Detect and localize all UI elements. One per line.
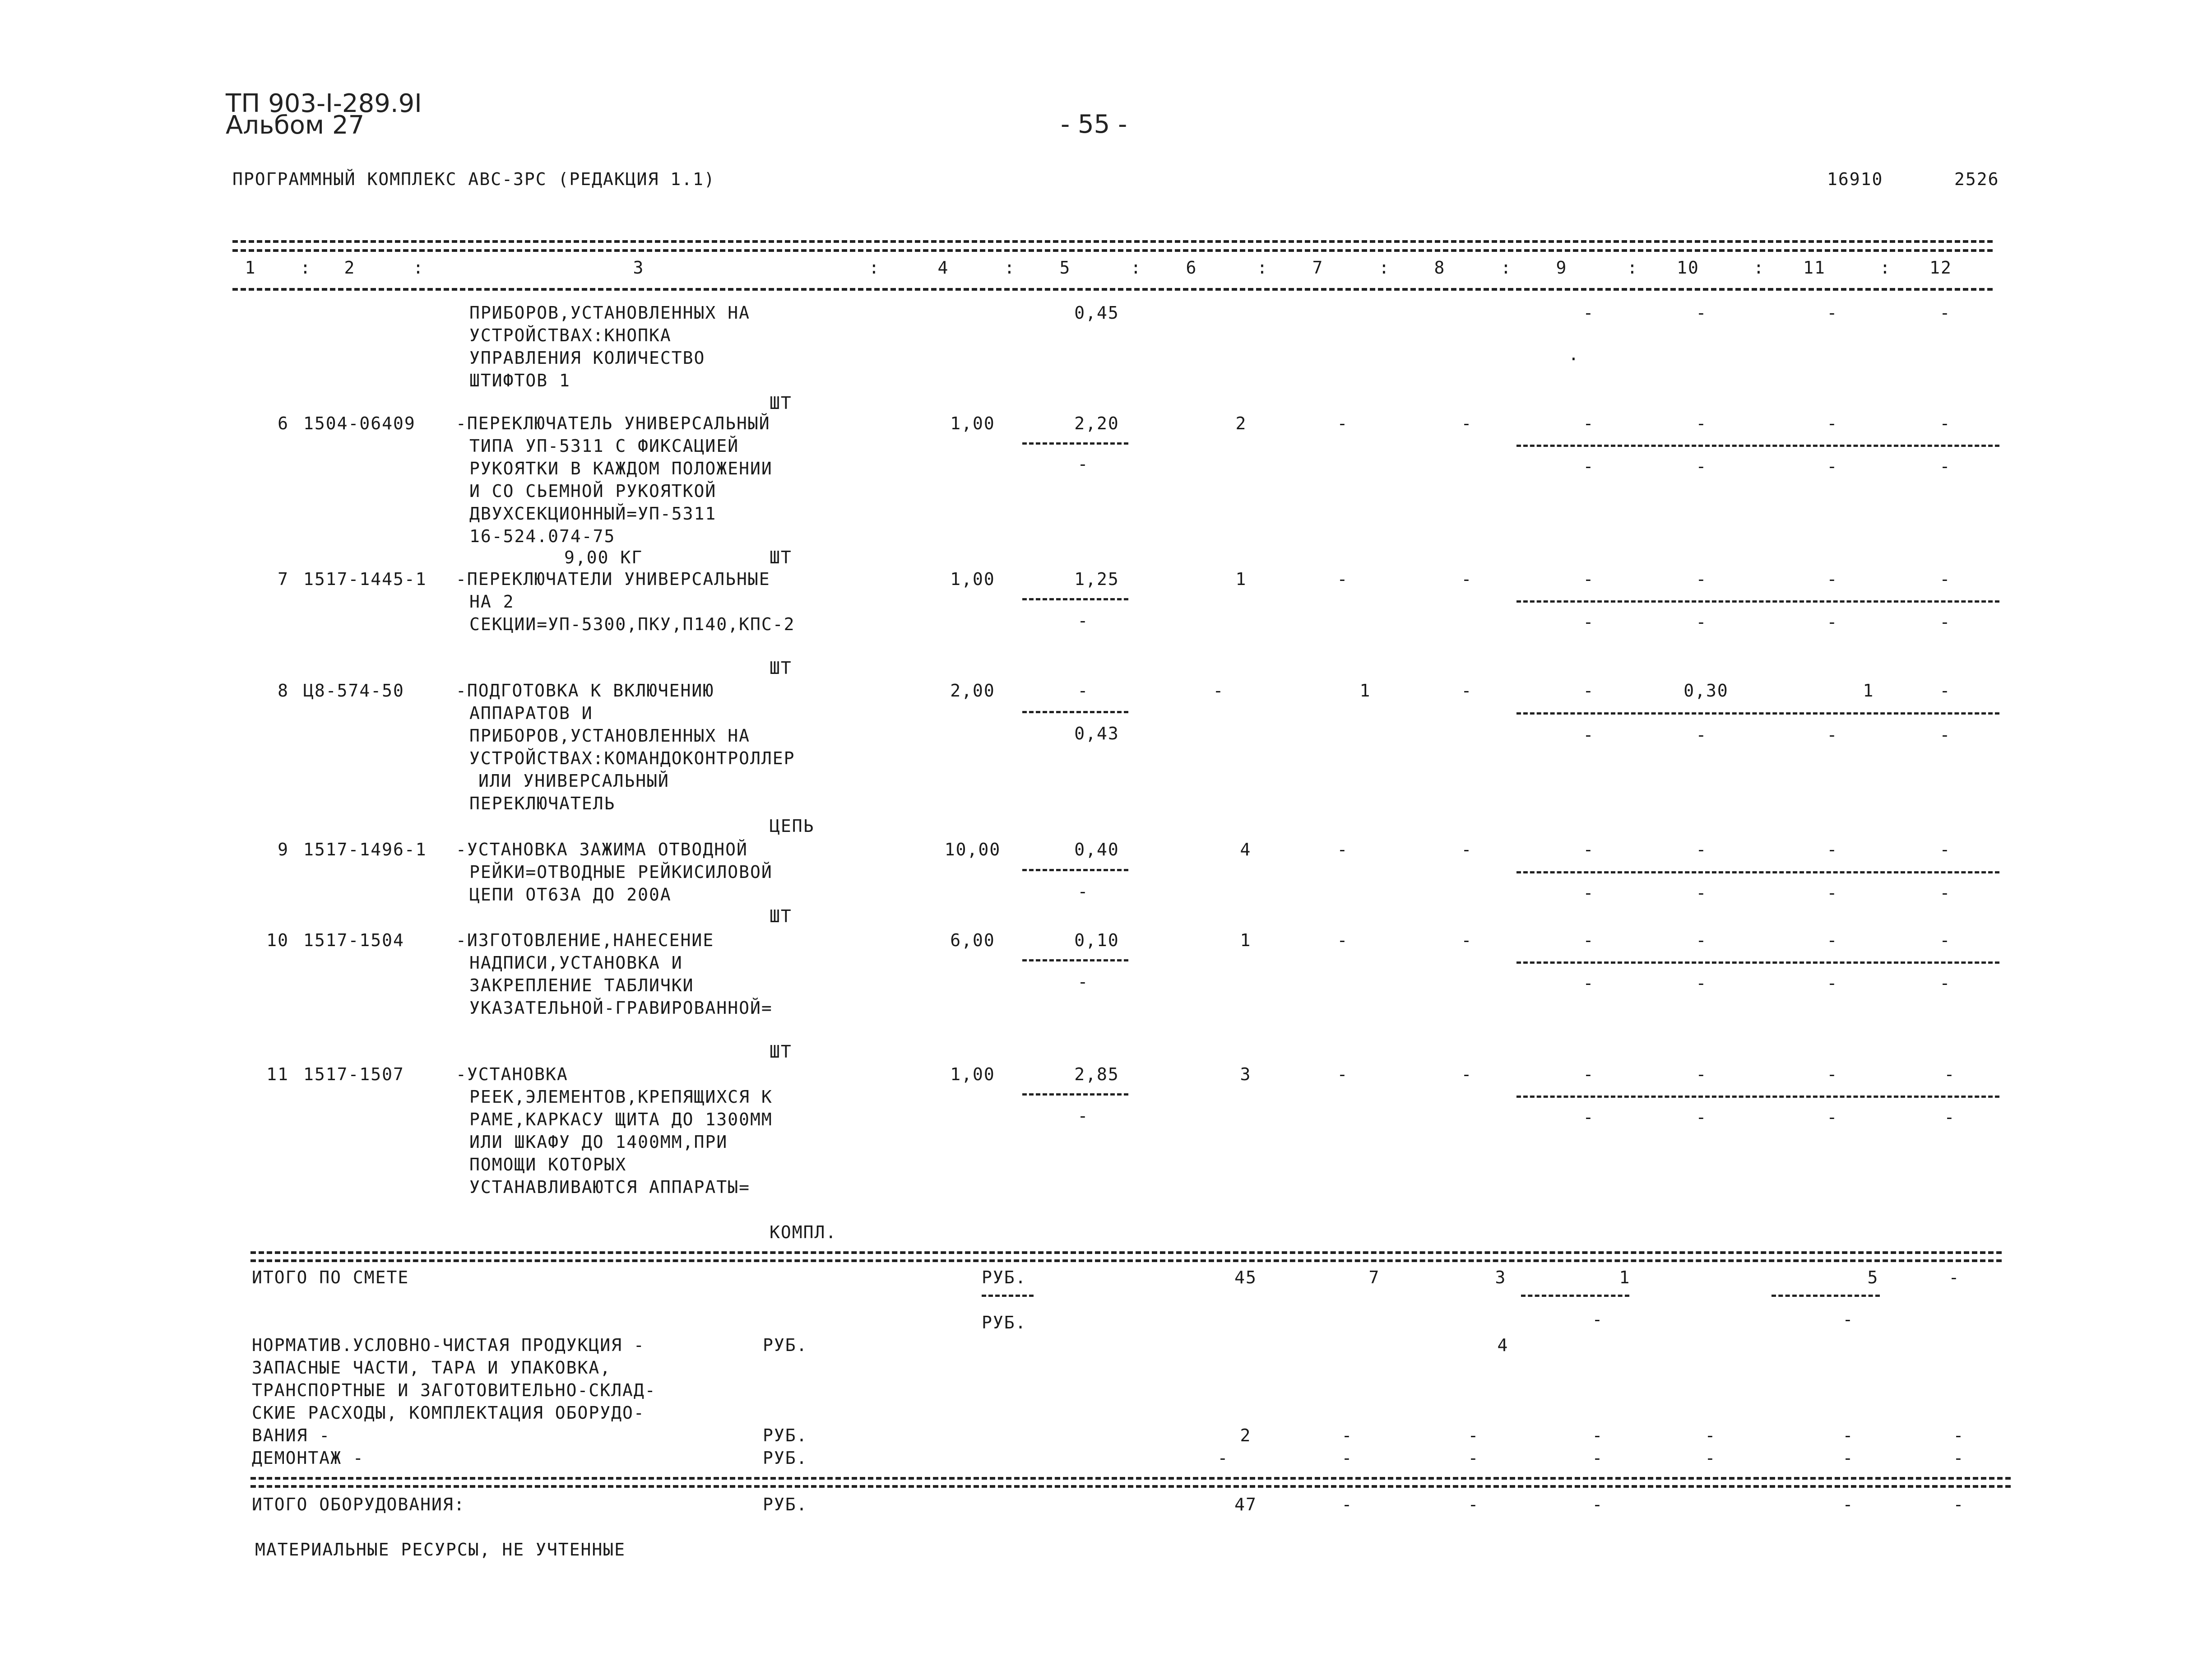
- row-sub: -: [1827, 883, 1838, 903]
- row-c6: 2: [1235, 413, 1247, 433]
- stray-dot: .: [1568, 344, 1580, 364]
- row-sub: -: [1696, 973, 1707, 993]
- norm-line: СКИЕ РАСХОДЫ, КОМПЛЕКТАЦИЯ ОБОРУДО-: [252, 1403, 645, 1423]
- row-c4: 1,00: [950, 569, 995, 589]
- cell-underline: [1022, 1093, 1128, 1096]
- row-c10: -: [1696, 1064, 1707, 1084]
- row-sub: -: [1583, 725, 1595, 745]
- page-number: - 55 -: [1061, 110, 1127, 139]
- row-c7: 1: [1359, 681, 1371, 701]
- row-c12: -: [1939, 840, 1951, 859]
- row-c12: -: [1939, 681, 1951, 701]
- row-desc-line: ЗАКРЕПЛЕНИЕ ТАБЛИЧКИ: [469, 975, 694, 995]
- equip-value: -: [1341, 1495, 1353, 1514]
- col-sep: :: [1627, 258, 1638, 278]
- row-c8: -: [1461, 413, 1473, 433]
- row-c7: -: [1337, 840, 1349, 859]
- row-c8: -: [1461, 930, 1473, 950]
- row-number: 10: [266, 930, 289, 950]
- smeta-sub9: -: [1592, 1309, 1604, 1329]
- col-header-6: 6: [1186, 258, 1197, 278]
- cell-underline: [1516, 445, 1999, 447]
- row-c5b: -: [1077, 611, 1089, 631]
- row-code: 1517-1507: [303, 1064, 404, 1084]
- row-desc-line: ПРИБОРОВ,УСТАНОВЛЕННЫХ НА: [469, 726, 750, 746]
- row-desc-line: УСТАНАВЛИВАЮТСЯ АППАРАТЫ=: [469, 1177, 750, 1197]
- row-c7: -: [1337, 569, 1349, 589]
- col-sep: :: [300, 258, 311, 278]
- row-c12: -: [1939, 413, 1951, 433]
- header-top-rule: [232, 240, 1993, 243]
- row-desc-line: -ПОДГОТОВКА К ВКЛЮЧЕНИЮ: [456, 681, 714, 701]
- row-desc-line: ИЛИ УНИВЕРСАЛЬНЫЙ: [478, 771, 669, 791]
- row-desc-line: АППАРАТОВ И: [469, 703, 593, 723]
- row-c5b: 0,43: [1074, 724, 1119, 743]
- norm-unit: РУБ.: [763, 1335, 808, 1355]
- dem-value: -: [1953, 1448, 1965, 1468]
- totals-top-rule-2: [250, 1259, 2002, 1262]
- cell-underline: [1022, 598, 1128, 600]
- smeta-c6: 45: [1234, 1268, 1257, 1287]
- row-c5b: -: [1077, 882, 1089, 901]
- zap-value: 2: [1240, 1425, 1252, 1445]
- zap-value: -: [1953, 1425, 1965, 1445]
- row-c4: 6,00: [950, 930, 995, 950]
- dem-unit: РУБ.: [763, 1448, 808, 1468]
- row-c7: -: [1337, 930, 1349, 950]
- col-header-2: 2: [344, 258, 356, 278]
- row-c5: 2,20: [1074, 413, 1119, 433]
- smeta-total-unit-2: РУБ.: [982, 1313, 1027, 1333]
- row-c12: -: [1939, 303, 1951, 323]
- row-c11: -: [1827, 569, 1838, 589]
- col-header-12: 12: [1929, 258, 1952, 278]
- row-desc-line: РУКОЯТКИ В КАЖДОМ ПОЛОЖЕНИИ: [469, 459, 773, 478]
- row-c4: 1,00: [950, 1064, 995, 1084]
- zap-value: -: [1842, 1425, 1854, 1445]
- zap-value: -: [1341, 1425, 1353, 1445]
- equip-top-rule-2: [250, 1485, 2011, 1488]
- cell-underline: [1516, 871, 1999, 873]
- norm-line: ВАНИЯ -: [252, 1425, 331, 1445]
- dem-value: -: [1217, 1448, 1229, 1468]
- row-code: 1517-1445-1: [303, 569, 427, 589]
- zap-value: -: [1592, 1425, 1604, 1445]
- col-header-11: 11: [1803, 258, 1826, 278]
- row-desc-line: РАМЕ,КАРКАСУ ЩИТА ДО 1300ММ: [469, 1110, 773, 1129]
- totals-top-rule: [250, 1251, 2002, 1254]
- col-header-9: 9: [1556, 258, 1567, 278]
- row-c5: 1,25: [1074, 569, 1119, 589]
- norm-c8: 4: [1497, 1335, 1509, 1355]
- row-desc-line: -ИЗГОТОВЛЕНИЕ,НАНЕСЕНИЕ: [456, 930, 714, 950]
- row-c5b: -: [1077, 1106, 1089, 1126]
- col-header-1: 1: [245, 258, 256, 278]
- row-desc-line: ИЛИ ШКАФУ ДО 1400ММ,ПРИ: [469, 1132, 728, 1152]
- row-c8: -: [1461, 840, 1473, 859]
- album-label: Альбом 27: [226, 111, 365, 140]
- row-c8: -: [1461, 681, 1473, 701]
- col-header-7: 7: [1312, 258, 1324, 278]
- zap-value: -: [1468, 1425, 1479, 1445]
- row-c11: -: [1827, 413, 1838, 433]
- row-unit: ШТ: [770, 906, 792, 926]
- cell-underline: [982, 1295, 1034, 1297]
- header-code-a: 16910: [1827, 169, 1883, 189]
- equip-total-unit: РУБ.: [763, 1495, 808, 1514]
- row-sub: -: [1696, 883, 1707, 903]
- col-sep: :: [1753, 258, 1765, 278]
- row-desc-line: -ПЕРЕКЛЮЧАТЕЛИ УНИВЕРСАЛЬНЫЕ: [456, 569, 770, 589]
- cell-underline: [1022, 711, 1128, 713]
- row-sub: -: [1583, 973, 1595, 993]
- row-sub: -: [1827, 456, 1838, 476]
- col-sep: :: [1131, 258, 1142, 278]
- row-number: 9: [278, 840, 289, 859]
- row-desc-line: ПРИБОРОВ,УСТАНОВЛЕННЫХ НА: [469, 303, 750, 323]
- norm-line: ЗАПАСНЫЕ ЧАСТИ, ТАРА И УПАКОВКА,: [252, 1358, 612, 1378]
- smeta-c8: 3: [1495, 1268, 1507, 1287]
- col-header-3: 3: [633, 258, 645, 278]
- row-number: 6: [278, 413, 289, 433]
- row-sub: -: [1583, 612, 1595, 632]
- smeta-c9: 1: [1619, 1268, 1631, 1287]
- row-c8: -: [1461, 569, 1473, 589]
- equip-value: 47: [1234, 1495, 1257, 1514]
- row-c10: -: [1696, 569, 1707, 589]
- row-c12: -: [1939, 569, 1951, 589]
- row-c5: 2,85: [1074, 1064, 1119, 1084]
- col-sep: :: [869, 258, 880, 278]
- row-c9: -: [1583, 930, 1595, 950]
- row-code: 1504-06409: [303, 413, 416, 433]
- dem-value: -: [1705, 1448, 1716, 1468]
- row-c11: -: [1827, 840, 1838, 859]
- cell-underline: [1022, 959, 1128, 961]
- row-desc-line: СЕКЦИИ=УП-5300,ПКУ,П140,КПС-2: [469, 614, 795, 634]
- row-c9: -: [1583, 681, 1595, 701]
- row-number: 7: [278, 569, 289, 589]
- row-sub: -: [1827, 612, 1838, 632]
- col-header-8: 8: [1434, 258, 1446, 278]
- row-c4: 2,00: [950, 681, 995, 701]
- row-desc-line: УСТРОЙСТВАХ:КОМАНДОКОНТРОЛЛЕР: [469, 748, 795, 768]
- row-c6: 1: [1235, 569, 1247, 589]
- row-desc-line: РЕЙКИ=ОТВОДНЫЕ РЕЙКИСИЛОВОЙ: [469, 862, 773, 882]
- row-desc-line: УКАЗАТЕЛЬНОЙ-ГРАВИРОВАННОЙ=: [469, 998, 773, 1018]
- cell-underline: [1516, 961, 1999, 964]
- row-c6: 1: [1240, 930, 1252, 950]
- row-desc-line: ЦЕПИ ОТ63А ДО 200А: [469, 885, 672, 905]
- row-desc-line: -ПЕРЕКЛЮЧАТЕЛЬ УНИВЕРСАЛЬНЫЙ: [456, 413, 770, 433]
- col-header-5: 5: [1059, 258, 1071, 278]
- smeta-sub11: -: [1842, 1309, 1854, 1329]
- tp-code: ТП 903-I-289.9I: [226, 89, 422, 118]
- dem-value: -: [1341, 1448, 1353, 1468]
- row-sub: -: [1583, 883, 1595, 903]
- row-unit: ШТ: [770, 548, 792, 567]
- smeta-total-label: ИТОГО ПО СМЕТЕ: [252, 1268, 409, 1287]
- row-sub: -: [1583, 456, 1595, 476]
- row-c9: -: [1583, 840, 1595, 859]
- row-sub: -: [1939, 973, 1951, 993]
- row-sub: -: [1696, 725, 1707, 745]
- row-unit: ШТ: [770, 393, 792, 413]
- row-c4: 1,00: [950, 413, 995, 433]
- row-sub: -: [1696, 1107, 1707, 1127]
- row-sub: -: [1696, 456, 1707, 476]
- cell-underline: [1516, 600, 1999, 603]
- row-desc-line: 16-524.074-75: [469, 526, 616, 546]
- row-unit: ШТ: [770, 658, 792, 678]
- row-c11: -: [1827, 930, 1838, 950]
- col-sep: :: [413, 258, 424, 278]
- program-title: ПРОГРАММНЫЙ КОМПЛЕКС АВС-3РС (РЕДАКЦИЯ 1.1): [232, 169, 715, 189]
- norm-line: ДЕМОНТАЖ -: [252, 1448, 364, 1468]
- smeta-c12: -: [1948, 1268, 1960, 1287]
- row-desc-line: -УСТАНОВКА ЗАЖИМА ОТВОДНОЙ: [456, 840, 748, 859]
- row-code: 1517-1496-1: [303, 840, 427, 859]
- row-c6: 4: [1240, 840, 1252, 859]
- norm-line: ТРАНСПОРТНЫЕ И ЗАГОТОВИТЕЛЬНО-СКЛАД-: [252, 1380, 656, 1400]
- row-c10: 0,30: [1683, 681, 1729, 701]
- row-c5: -: [1077, 681, 1089, 701]
- row-code: Ц8-574-50: [303, 681, 404, 701]
- row-desc-line: ШТИФТОВ 1: [469, 371, 570, 390]
- row-desc-line: ПОМОЩИ КОТОРЫХ: [469, 1155, 627, 1175]
- col-sep: :: [1257, 258, 1268, 278]
- equip-top-rule: [250, 1477, 2011, 1480]
- col-header-10: 10: [1677, 258, 1699, 278]
- header-bottom-rule: [232, 288, 1993, 291]
- row-desc-line: ДВУХСЕКЦИОННЫЙ=УП-5311: [469, 504, 717, 524]
- row-sub: -: [1939, 883, 1951, 903]
- zap-value: -: [1705, 1425, 1716, 1445]
- row-c9: -: [1583, 569, 1595, 589]
- col-sep: :: [1880, 258, 1891, 278]
- equip-total-label: ИТОГО ОБОРУДОВАНИЯ:: [252, 1495, 465, 1514]
- row-sub: -: [1944, 1107, 1956, 1127]
- cell-underline: [1516, 712, 1999, 715]
- equip-value: -: [1953, 1495, 1965, 1514]
- header-code-b: 2526: [1954, 169, 1999, 189]
- row-c9: -: [1583, 413, 1595, 433]
- row-desc-line: УПРАВЛЕНИЯ КОЛИЧЕСТВО: [469, 348, 705, 368]
- row-sub: -: [1939, 725, 1951, 745]
- row-number: 8: [278, 681, 289, 701]
- row-c4: 10,00: [944, 840, 1001, 859]
- row-desc-line: -УСТАНОВКА: [456, 1064, 568, 1084]
- cell-underline: [1022, 869, 1128, 871]
- row-c7: -: [1337, 1064, 1349, 1084]
- row-number: 11: [266, 1064, 289, 1084]
- row-desc-line: ПЕРЕКЛЮЧАТЕЛЬ: [469, 794, 616, 813]
- row-desc-line: РЕЕК,ЭЛЕМЕНТОВ,КРЕПЯЩИХСЯ К: [469, 1087, 773, 1107]
- row-c10: -: [1696, 413, 1707, 433]
- row-c10: -: [1696, 303, 1707, 323]
- equip-value: -: [1842, 1495, 1854, 1514]
- row-c11: 1: [1863, 681, 1874, 701]
- row-unit: ШТ: [770, 1042, 792, 1062]
- row-sub: -: [1939, 612, 1951, 632]
- zap-unit: РУБ.: [763, 1425, 808, 1445]
- row-desc-line: НА 2: [469, 592, 515, 612]
- col-sep: :: [1004, 258, 1016, 278]
- row-c6: -: [1213, 681, 1224, 701]
- row-c5: 0,10: [1074, 930, 1119, 950]
- row-sub: -: [1696, 612, 1707, 632]
- row-c11: -: [1827, 1064, 1838, 1084]
- row-desc-line: УСТРОЙСТВАХ:КНОПКА: [469, 325, 672, 345]
- dem-value: -: [1592, 1448, 1604, 1468]
- row-c5b: -: [1077, 972, 1089, 992]
- row-c6: 3: [1240, 1064, 1252, 1084]
- row-desc-line: НАДПИСИ,УСТАНОВКА И: [469, 953, 683, 973]
- row-c10: -: [1696, 930, 1707, 950]
- cell-underline: [1516, 1096, 1999, 1098]
- col-header-4: 4: [937, 258, 949, 278]
- cell-underline: [1771, 1295, 1880, 1297]
- row-c9: -: [1583, 1064, 1595, 1084]
- row-c9: -: [1583, 303, 1595, 323]
- smeta-c11: 5: [1867, 1268, 1879, 1287]
- equip-value: -: [1592, 1495, 1604, 1514]
- cell-underline: [1521, 1295, 1629, 1297]
- col-sep: :: [1501, 258, 1512, 278]
- row-sub: -: [1827, 973, 1838, 993]
- row-unit: КОМПЛ.: [770, 1222, 837, 1242]
- smeta-c7: 7: [1368, 1268, 1380, 1287]
- row-c5: 0,40: [1074, 840, 1119, 859]
- norm-line: НОРМАТИВ.УСЛОВНО-ЧИСТАЯ ПРОДУКЦИЯ -: [252, 1335, 645, 1355]
- row-desc-line: И СО СЬЕМНОЙ РУКОЯТКОЙ: [469, 481, 717, 501]
- row-sub: -: [1939, 456, 1951, 476]
- row-c8: -: [1461, 1064, 1473, 1084]
- header-top-rule-2: [232, 249, 1993, 252]
- row-c7: -: [1337, 413, 1349, 433]
- row-sub: -: [1827, 725, 1838, 745]
- row-c10: -: [1696, 840, 1707, 859]
- row-c12: -: [1944, 1064, 1956, 1084]
- row-c11: -: [1827, 303, 1838, 323]
- equip-value: -: [1468, 1495, 1479, 1514]
- row-sub: -: [1827, 1107, 1838, 1127]
- row-desc-line: ТИПА УП-5311 С ФИКСАЦИЕЙ: [469, 436, 739, 456]
- row-sub: -: [1583, 1107, 1595, 1127]
- materials-label: МАТЕРИАЛЬНЫЕ РЕСУРСЫ, НЕ УЧТЕННЫЕ: [255, 1540, 626, 1560]
- row-weight: 9,00 КГ: [564, 548, 643, 567]
- smeta-total-unit: РУБ.: [982, 1268, 1027, 1287]
- dem-value: -: [1842, 1448, 1854, 1468]
- dem-value: -: [1468, 1448, 1479, 1468]
- row-code: 1517-1504: [303, 930, 404, 950]
- cell-underline: [1022, 442, 1128, 445]
- col-sep: :: [1379, 258, 1390, 278]
- row-unit: ЦЕПЬ: [770, 816, 815, 836]
- row-c12: -: [1939, 930, 1951, 950]
- row-c5: 0,45: [1074, 303, 1119, 323]
- row-c5b: -: [1077, 454, 1089, 474]
